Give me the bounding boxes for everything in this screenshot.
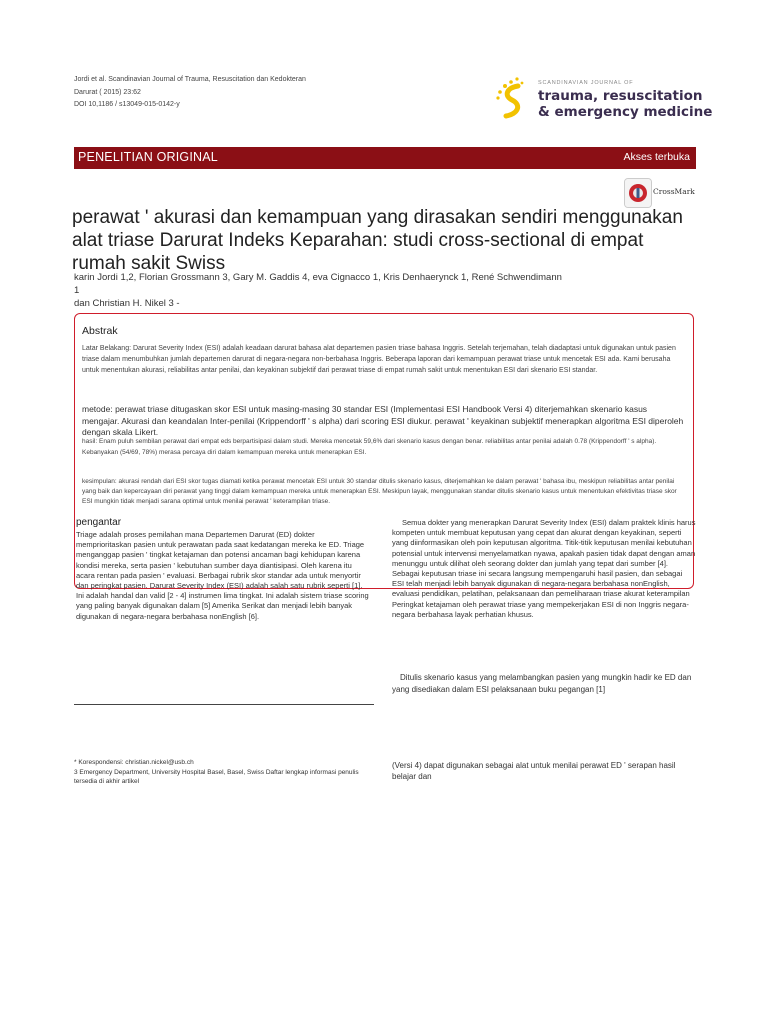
right-column <box>392 518 696 620</box>
authors-line1: karin Jordi 1,2, Florian Grossmann 3, Gary M. Gaddis 4, eva Cignacco 1, Kris Denhaerynck 1, René Schwendimann 1 <box>74 272 562 296</box>
authors-line2: dan Christian H. Nikel 3 - <box>74 298 180 309</box>
right-paragraph-2: Ditulis skenario kasus yang melambangkan pasien yang mungkin hadir ke ED dan yang disediakan dalam ESI pelaksanaan buku pegangan [1] <box>392 673 692 694</box>
correspondence-footnote: * Korespondensi: christian.nickel@usb.ch 3 Emergency Department, University Hospital Basel, Basel, Swiss Daftar lengkap informasi penulis tersedia di akhir artikel <box>74 759 359 785</box>
crossmark-label: CrossMark <box>653 187 695 196</box>
crossmark-badge[interactable] <box>624 178 696 208</box>
citation-volume: Darurat ( 2015) 23:62 <box>74 88 141 96</box>
article-type-label: PENELITIAN ORIGINAL <box>78 150 218 164</box>
journal-logo-small: SCANDINAVIAN JOURNAL OF <box>538 80 634 86</box>
abstract-methods: metode: perawat triase ditugaskan skor ESI untuk masing-masing 30 standar ESI (Implementasi ESI Handbook Versi 4) diterjemahkan skenario kasus mengajar. Akurasi dan keandalan Inter-penilai (Krippendorff ' s alpha) dari scoring ESI diukur. perawat ' keyakinan subjektif menerapkan algoritma ESI diperoleh dengan skala Likert. <box>82 404 684 437</box>
footnote-divider <box>74 704 374 705</box>
author-list <box>74 271 564 310</box>
journal-logo-icon <box>492 76 528 122</box>
left-column <box>76 517 372 622</box>
open-access-label[interactable]: Akses terbuka <box>623 151 690 163</box>
article-title: perawat ' akurasi dan kemampuan yang dirasakan sendiri menggunakan alat triase Darurat Indeks Keparahan: studi cross-sectional di empat rumah sakit Swiss <box>72 207 683 274</box>
abstract-heading: Abstrak <box>82 325 118 337</box>
doi-link[interactable]: DOI 10,1186 / s13049-015-0142-y <box>74 101 180 108</box>
right-paragraph-3: (Versi 4) dapat digunakan sebagai alat untuk menilai perawat ED ' serapan hasil belajar dan <box>392 761 676 781</box>
right-paragraph-1: Semua dokter yang menerapkan Darurat Severity Index (ESI) dalam praktek klinis harus kompeten untuk membuat keputusan yang cepat dan akurat dengan keyakinan, seperti yang diinformasikan oleh poin keputusan algoritma. Titik-titik keputusan menilai kebutuhan potensial untuk intervensi menyelamatkan nyawa, apakah pasien tidak dapat dengan aman menunggu untuk dilihat oleh seorang dokter dan jumlah yang tepat dari sumber [4]. Sebagai keputusan triase ini secara langsung mempengaruhi hasil pasien, dan sebagai ESI telah menjadi lebih banyak digunakan di negara-negara berbahasa nonEnglish, evaluasi pendidikan, pelatihan, pelaksanaan dan pemeliharaan triase akurat keterampilan Peringkat ketajaman oleh perawat triase yang mempekerjakan ESI di non Inggris negara-negara berbahasa layak perhatian khusus. <box>392 518 696 619</box>
abstract-results: hasil: Enam puluh sembilan perawat dari empat eds berpartisipasi dalam studi. Mereka mencetak 59,6% dari skenario kasus dengan benar. reliabilitas antar penilai adalah 0.78 (Krippendorff ' s alpha). Kebanyakan (54/69, 78%) merasa percaya diri dalam kemampuan mereka untuk menerapkan ESI. <box>82 438 657 456</box>
article-type-banner <box>74 147 696 169</box>
introduction-paragraph: Triage adalah proses pemilahan mana Departemen Darurat (ED) dokter memprioritaskan pasien untuk perawatan pada saat kedatangan mereka ke ED. Triage menganggap pasien ' tingkat ketajaman dan potensi ancaman bagi kehidupan karena kondisi mereka, serta pasien ' kebutuhan sumber daya diantisipasi. Oleh karena itu acara rentan pada pasien ' evaluasi. Berbagai rubrik skor standar ada untuk menyortir dan peringkat pasien. Darurat Severity Index (ESI) adalah salah satu rubrik seperti [1]. Ini adalah handal dan valid [2 - 4] instrumen lima tingkat. Ini adalah sistem triase scoring yang paling banyak digunakan dalam [5] Amerika Serikat dan menjadi lebih banyak digunakan di negara-negara berbahasa nonEnglish [6]. <box>76 530 369 621</box>
journal-logo[interactable] <box>492 76 713 126</box>
abstract-conclusion: kesimpulan: akurasi rendah dari ESI skor tugas diamati ketika perawat mencetak ESI untuk 30 standar ditulis skenario kasus, diterjemahkan ke dalam perawat ' bahasa ibu, meskipun reliabilitas antar penilai yang baik dan kepercayaan diri perawat yang tinggi dalam kemampuan mereka untuk menerapkan ESI. Meskipun layak, menggunakan standar ditulis skenario kasus untuk menentukan efektivitas triase skor ESI mungkin tidak menjadi sarana optimal untuk menilai perawat ' keterampilan triase. <box>82 478 677 505</box>
crossmark-icon <box>624 178 652 208</box>
journal-logo-line2: & emergency medicine <box>538 104 713 120</box>
citation-line: Jordi et al. Scandinavian Journal of Trauma, Resuscitation dan Kedokteran <box>74 76 306 83</box>
article-meta <box>74 74 306 112</box>
introduction-heading: pengantar <box>76 517 122 528</box>
journal-logo-line1: trauma, resuscitation <box>538 88 703 104</box>
abstract-background: Latar Belakang: Darurat Severity Index (ESI) adalah keadaan darurat bahasa alat departemen pasien triase bahasa Inggris. Setelah terjemahan, telah diadaptasi untuk digunakan untuk pasien triase dalam menumbuhkan jumlah departemen darurat di negara-negara non-berbahasa Inggris. Beberapa laporan dari kemampuan perawat triase untuk mencetak ESI ada. Kami berusaha untuk menentukan akurasi, reliabilitas antar penilai, dan keyakinan subjektif dari perawat triase di empat rumah sakit untuk menentukan ESI dari skenario ESI standar. <box>82 345 676 374</box>
